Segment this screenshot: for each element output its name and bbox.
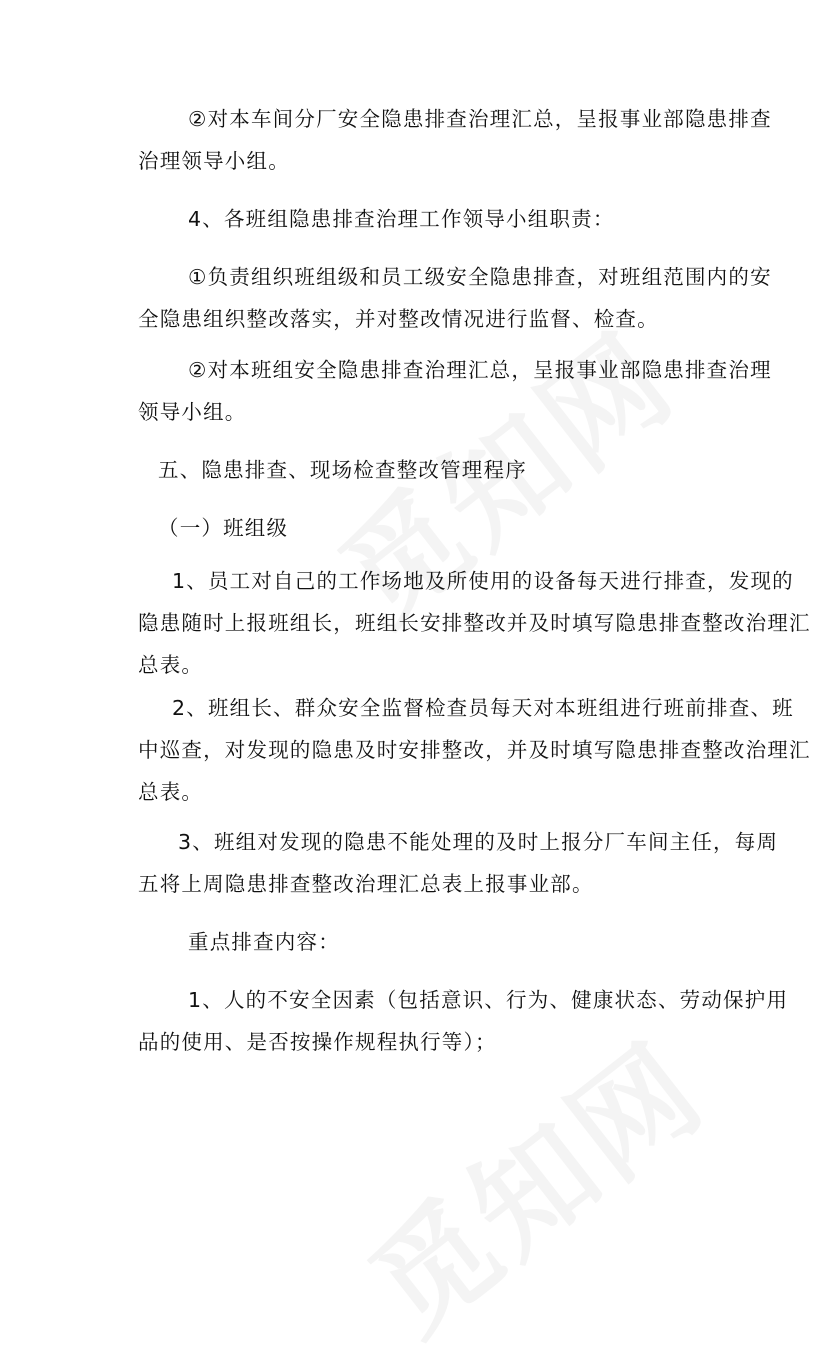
subsection-heading: （一）班组级 [158,516,289,540]
paragraph-line: 2、班组长、群众安全监督检查员每天对本班组进行班前排查、班 [172,696,794,720]
paragraph-line: 隐患随时上报班组长，班组长安排整改并及时填写隐患排查整改治理汇 [138,611,811,635]
subsection-heading: 重点排查内容： [188,930,340,954]
paragraph-line: 总表。 [138,653,204,677]
paragraph-line: 1、人的不安全因素（包括意识、行为、健康状态、劳动保护用 [188,988,789,1012]
paragraph-line: 治理领导小组。 [138,149,290,173]
paragraph-line: 五将上周隐患排查整改治理汇总表上报事业部。 [138,872,594,896]
paragraph-line: 总表。 [138,780,204,804]
paragraph-line: ②对本班组安全隐患排查治理汇总，呈报事业部隐患排查治理 [188,358,772,382]
paragraph-line: 中巡查，对发现的隐患及时安排整改，并及时填写隐患排查整改治理汇 [138,738,811,762]
paragraph-line: ②对本车间分厂安全隐患排查治理汇总，呈报事业部隐患排查 [188,107,772,131]
paragraph-line: 4、各班组隐患排查治理工作领导小组职责： [188,207,615,231]
paragraph-line: 领导小组。 [138,400,247,424]
paragraph-line: ①负责组织班组级和员工级安全隐患排查，对班组范围内的安 [188,265,772,289]
section-heading: 五、隐患排查、现场检查整改管理程序 [158,458,527,482]
paragraph-line: 品的使用、是否按操作规程执行等）； [138,1030,497,1054]
paragraph-line: 3、班组对发现的隐患不能处理的及时上报分厂车间主任，每周 [178,830,779,854]
paragraph-line: 全隐患组织整改落实，并对整改情况进行监督、检查。 [138,307,659,331]
paragraph-line: 1、员工对自己的工作场地及所使用的设备每天进行排查，发现的 [172,569,794,593]
